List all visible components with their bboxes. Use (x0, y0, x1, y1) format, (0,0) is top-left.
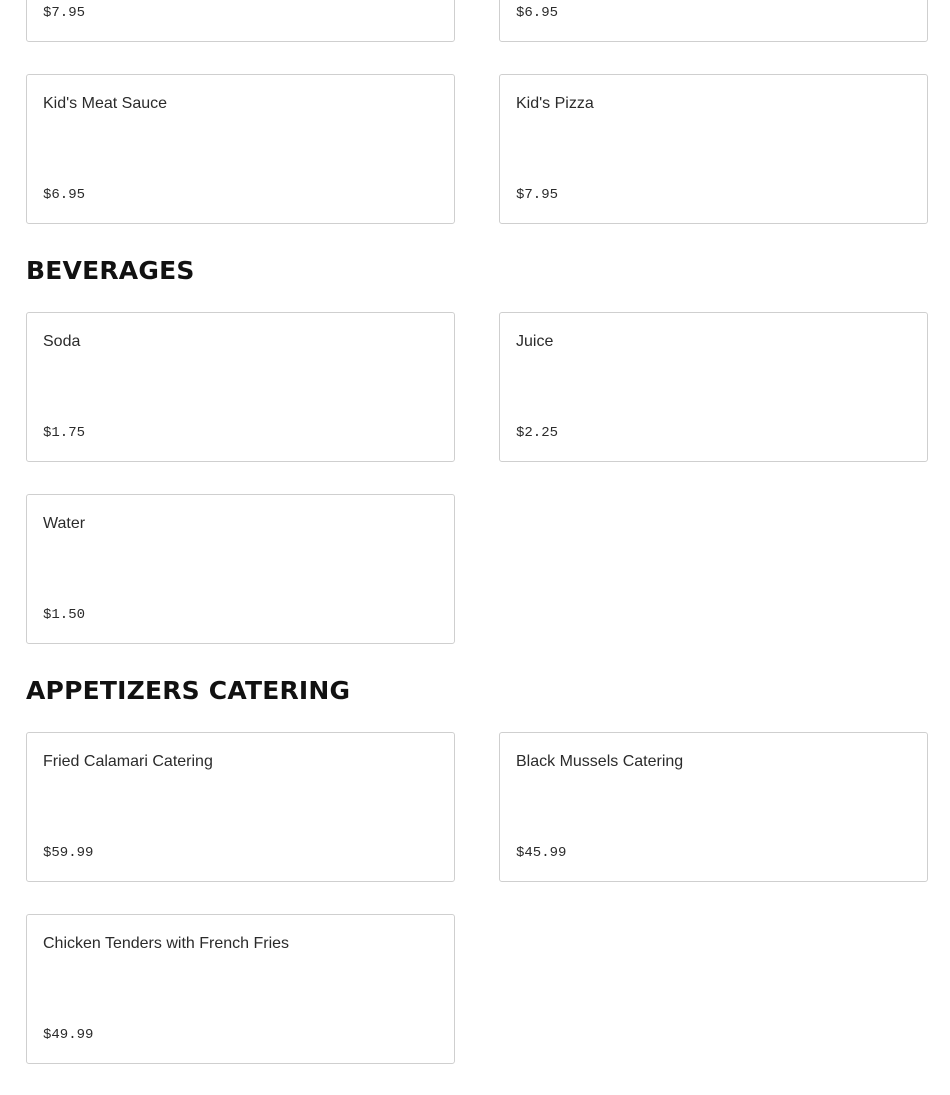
menu-item-name: Water (43, 515, 86, 532)
menu-item-price: $7.95 (43, 5, 86, 21)
menu-item-card-kids-meat-sauce[interactable] (26, 74, 455, 224)
section-title-beverages: BEVERAGES (26, 256, 195, 285)
menu-item-price: $1.75 (43, 425, 86, 441)
menu-item-card-juice[interactable] (499, 312, 928, 462)
menu-item-price: $1.50 (43, 607, 86, 623)
section-title-appetizers-catering: APPETIZERS CATERING (26, 676, 351, 705)
menu-item-price: $6.95 (516, 5, 559, 21)
menu-item-card-soda[interactable] (26, 312, 455, 462)
menu-item-card-kids-pizza[interactable] (499, 74, 928, 224)
menu-item-card-black-mussels-catering[interactable] (499, 732, 928, 882)
menu-item-name: Kid's Meat Sauce (43, 95, 168, 112)
menu-item-card-chicken-tenders-catering[interactable] (26, 914, 455, 1064)
menu-item-card[interactable] (26, 0, 455, 42)
menu-item-card[interactable] (499, 0, 928, 42)
menu-item-name: Fried Calamari Catering (43, 753, 213, 770)
menu-item-name: Soda (43, 333, 81, 350)
menu-item-price: $2.25 (516, 425, 559, 441)
menu-item-price: $7.95 (516, 187, 559, 203)
menu-item-price: $45.99 (516, 845, 567, 861)
menu-item-price: $6.95 (43, 187, 86, 203)
menu-item-price: $59.99 (43, 845, 94, 861)
menu-item-name: Juice (516, 333, 554, 350)
menu-item-name: Chicken Tenders with French Fries (43, 935, 290, 952)
menu-item-card-water[interactable] (26, 494, 455, 644)
menu-item-price: $49.99 (43, 1027, 94, 1043)
menu-item-name: Black Mussels Catering (516, 753, 684, 770)
menu-item-card-fried-calamari-catering[interactable] (26, 732, 455, 882)
menu-item-name: Kid's Pizza (516, 95, 594, 112)
